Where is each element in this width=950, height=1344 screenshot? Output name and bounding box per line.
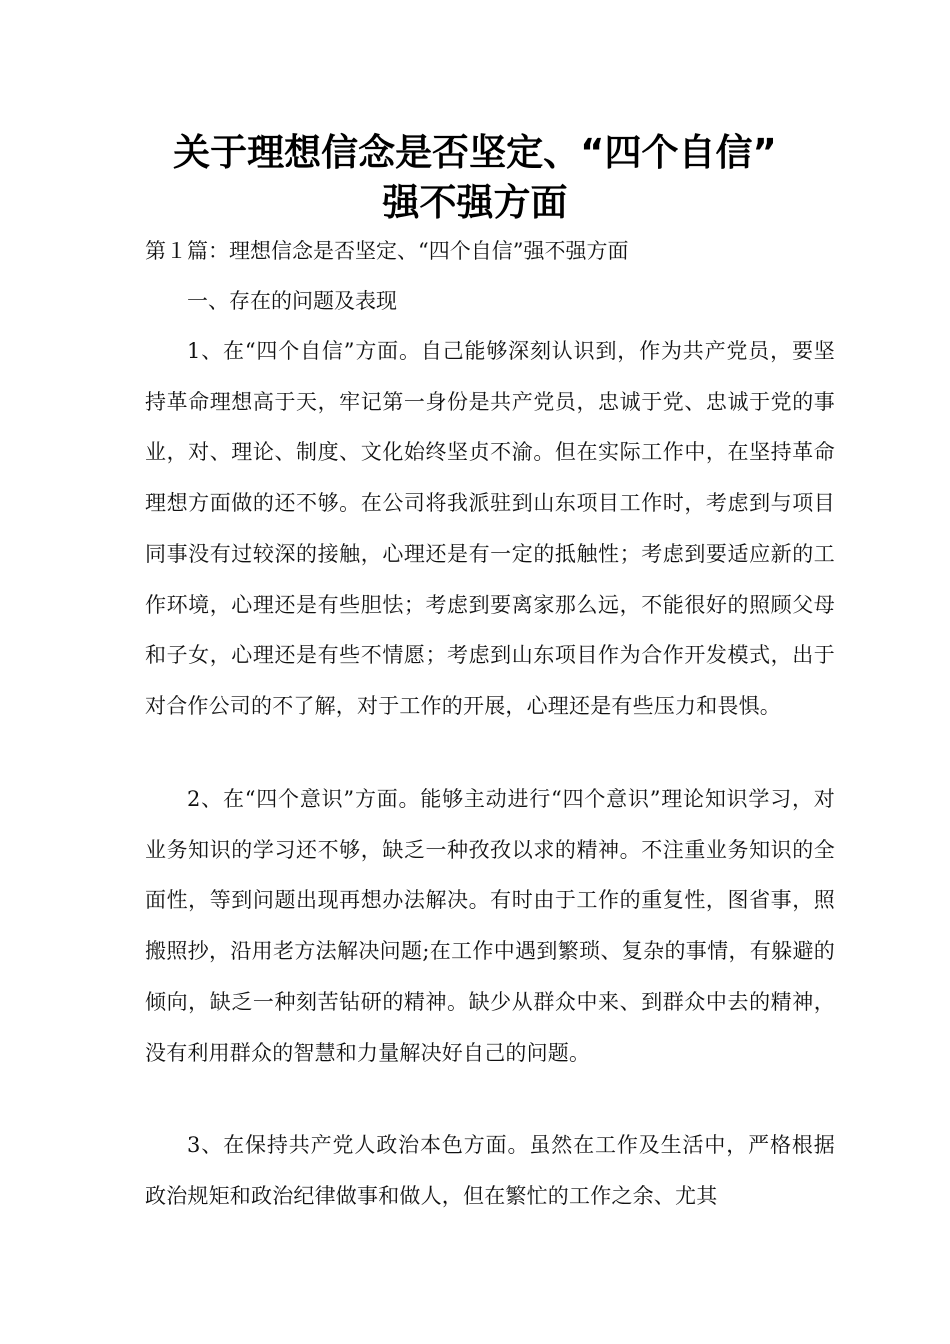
section-heading: 一、存在的问题及表现 — [187, 289, 397, 313]
document-title-line2: 强不强方面 — [382, 181, 568, 224]
document-subtitle: 第１篇：理想信念是否坚定、“四个自信”强不强方面 — [145, 239, 629, 263]
paragraph-3: 3、在保持共产党人政治本色方面。虽然在工作及生活中，严格根据政治规矩和政治纪律做事和做人，但在繁忙的工作之余、尤其 — [145, 1133, 835, 1208]
document-title-line1: 关于理想信念是否坚定、“四个自信” — [173, 131, 777, 174]
paragraph-1: 1、在“四个自信”方面。自己能够深刻认识到，作为共产党员，要坚持革命理想高于天，牢记第一身份是共产党员，忠诚于党、忠诚于党的事业，对、理论、制度、文化始终坚贞不渝。但在实际工作中，在坚持革命理想方面做的还不够。在公司将我派驻到山东项目工作时，考虑到与项目同事没有过较深的接触，心理还是有一定的抵触性；考虑到要适应新的工作环境，心理还是有些胆怯；考虑到要离家那么远，不能很好的照顾父母和子女，心理还是有些不情愿；考虑到山东项目作为合作开发模式，出于对合作公司的不了解，对于工作的开展，心理还是有些压力和畏惧。 — [145, 339, 835, 718]
paragraph-2: 2、在“四个意识”方面。能够主动进行“四个意识”理论知识学习，对业务知识的学习还不够，缺乏一种孜孜以求的精神。不注重业务知识的全面性，等到问题出现再想办法解决。有时由于工作的重复性，图省事，照搬照抄，沿用老方法解决问题;在工作中遇到繁琐、复杂的事情，有躲避的倾向，缺乏一种刻苦钻研的精神。缺少从群众中来、到群众中去的精神，没有利用群众的智慧和力量解决好自己的问题。 — [145, 787, 835, 1065]
